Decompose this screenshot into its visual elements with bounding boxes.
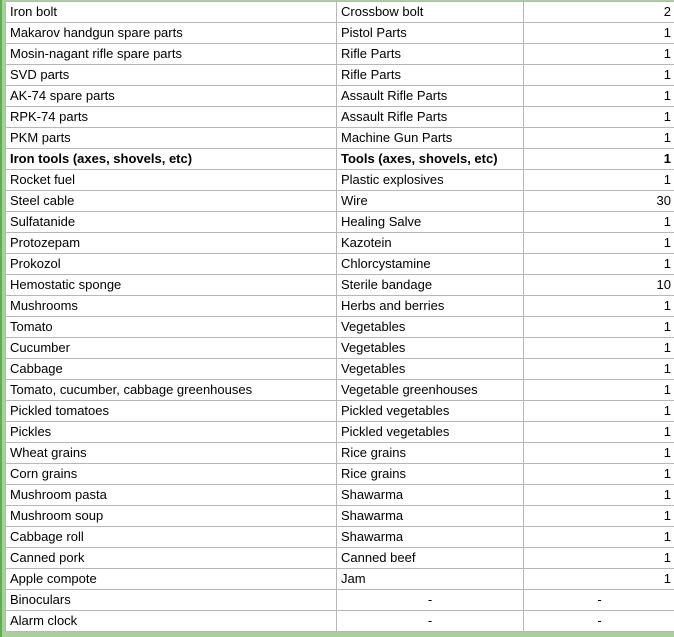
cell-item[interactable]: Mushroom soup (6, 506, 337, 527)
table-row (6, 317, 674, 338)
table-row (6, 191, 674, 212)
cell-quantity[interactable]: 1 (524, 548, 674, 569)
cell-quantity[interactable]: 1 (524, 254, 674, 275)
table-row (6, 611, 674, 632)
cell-item[interactable]: Cabbage roll (6, 527, 337, 548)
cell-item[interactable]: Binoculars (6, 590, 337, 611)
cell-quantity[interactable]: - (524, 611, 674, 632)
cell-quantity[interactable]: 1 (524, 233, 674, 254)
cell-quantity[interactable]: 1 (524, 464, 674, 485)
cell-replacement[interactable]: Healing Salve (337, 212, 524, 233)
table-row (6, 548, 674, 569)
cell-quantity[interactable]: 1 (524, 296, 674, 317)
cell-item[interactable]: Iron tools (axes, shovels, etc) (6, 149, 337, 170)
cell-quantity[interactable]: 1 (524, 86, 674, 107)
cell-replacement[interactable]: Assault Rifle Parts (337, 86, 524, 107)
cell-quantity[interactable]: 1 (524, 128, 674, 149)
table-row (6, 107, 674, 128)
table-row (6, 149, 674, 170)
cell-replacement[interactable]: Pickled vegetables (337, 422, 524, 443)
table-row (6, 296, 674, 317)
cell-quantity[interactable]: 1 (524, 359, 674, 380)
table-row (6, 422, 674, 443)
table-row (6, 212, 674, 233)
cell-replacement[interactable]: Vegetable greenhouses (337, 380, 524, 401)
cell-quantity[interactable]: 1 (524, 65, 674, 86)
cell-replacement[interactable]: Assault Rifle Parts (337, 107, 524, 128)
cell-quantity[interactable]: 1 (524, 380, 674, 401)
cell-replacement[interactable]: Shawarma (337, 485, 524, 506)
cell-replacement[interactable]: Crossbow bolt (337, 2, 524, 23)
table-row (6, 233, 674, 254)
cell-quantity[interactable]: 1 (524, 338, 674, 359)
cell-replacement[interactable]: Shawarma (337, 506, 524, 527)
cell-item[interactable]: PKM parts (6, 128, 337, 149)
table-row (6, 401, 674, 422)
cell-item[interactable]: Tomato, cucumber, cabbage greenhouses (6, 380, 337, 401)
cell-quantity[interactable]: 10 (524, 275, 674, 296)
table-row (6, 170, 674, 191)
cell-replacement[interactable]: Chlorcystamine (337, 254, 524, 275)
cell-replacement[interactable]: - (337, 590, 524, 611)
cell-item[interactable]: Hemostatic sponge (6, 275, 337, 296)
cell-replacement[interactable]: Vegetables (337, 317, 524, 338)
cell-replacement[interactable]: Pickled vegetables (337, 401, 524, 422)
cell-quantity[interactable]: 1 (524, 317, 674, 338)
cell-quantity[interactable]: 1 (524, 485, 674, 506)
cell-item[interactable]: Apple compote (6, 569, 337, 590)
table-row (6, 443, 674, 464)
cell-replacement[interactable]: Vegetables (337, 359, 524, 380)
cell-quantity[interactable]: 1 (524, 422, 674, 443)
cell-item[interactable]: Wheat grains (6, 443, 337, 464)
table-row (6, 275, 674, 296)
cell-quantity[interactable]: 1 (524, 527, 674, 548)
cell-quantity[interactable]: 1 (524, 23, 674, 44)
cell-item[interactable]: Iron bolt (6, 2, 337, 23)
cell-item[interactable]: Cucumber (6, 338, 337, 359)
cell-quantity[interactable]: 30 (524, 191, 674, 212)
cell-item[interactable]: Protozepam (6, 233, 337, 254)
table-row (6, 359, 674, 380)
table-row (6, 485, 674, 506)
cell-replacement[interactable]: - (337, 611, 524, 632)
cell-replacement[interactable]: Rice grains (337, 464, 524, 485)
cell-quantity[interactable]: 2 (524, 2, 674, 23)
cell-item[interactable]: Pickles (6, 422, 337, 443)
cell-item[interactable]: Rocket fuel (6, 170, 337, 191)
cell-quantity[interactable]: 1 (524, 170, 674, 191)
cell-replacement[interactable]: Pistol Parts (337, 23, 524, 44)
cell-replacement[interactable]: Vegetables (337, 338, 524, 359)
table-row (6, 590, 674, 611)
table-row (6, 380, 674, 401)
cell-replacement[interactable]: Machine Gun Parts (337, 128, 524, 149)
cell-replacement[interactable]: Herbs and berries (337, 296, 524, 317)
cell-replacement[interactable]: Rice grains (337, 443, 524, 464)
table-row (6, 128, 674, 149)
cell-item[interactable]: Prokozol (6, 254, 337, 275)
cell-item[interactable]: AK-74 spare parts (6, 86, 337, 107)
cell-replacement[interactable]: Shawarma (337, 527, 524, 548)
spreadsheet-grid (5, 1, 674, 632)
cell-quantity[interactable]: 1 (524, 44, 674, 65)
cell-item[interactable]: Mushrooms (6, 296, 337, 317)
cell-replacement[interactable]: Tools (axes, shovels, etc) (337, 149, 524, 170)
table-row (6, 65, 674, 86)
cell-item[interactable]: Makarov handgun spare parts (6, 23, 337, 44)
cell-item[interactable]: Steel cable (6, 191, 337, 212)
cell-quantity[interactable]: 1 (524, 506, 674, 527)
cell-item[interactable]: Corn grains (6, 464, 337, 485)
cell-quantity[interactable]: 1 (524, 569, 674, 590)
cell-replacement[interactable]: Plastic explosives (337, 170, 524, 191)
cell-replacement[interactable]: Jam (337, 569, 524, 590)
table-row (6, 464, 674, 485)
grid-body (6, 2, 674, 632)
table-row (6, 338, 674, 359)
cell-replacement[interactable]: Kazotein (337, 233, 524, 254)
cell-item[interactable]: Canned pork (6, 548, 337, 569)
cell-item[interactable]: Cabbage (6, 359, 337, 380)
cell-quantity[interactable]: 1 (524, 149, 674, 170)
cell-replacement[interactable]: Sterile bandage (337, 275, 524, 296)
cell-quantity[interactable]: 1 (524, 107, 674, 128)
table-row (6, 527, 674, 548)
table-row (6, 506, 674, 527)
cell-item[interactable]: Tomato (6, 317, 337, 338)
table-row (6, 2, 674, 23)
cell-item[interactable]: Alarm clock (6, 611, 337, 632)
cell-quantity[interactable]: - (524, 590, 674, 611)
table-row (6, 44, 674, 65)
cell-replacement[interactable]: Canned beef (337, 548, 524, 569)
cell-item[interactable]: RPK-74 parts (6, 107, 337, 128)
cell-item[interactable]: Pickled tomatoes (6, 401, 337, 422)
table-row (6, 254, 674, 275)
cell-item[interactable]: Mushroom pasta (6, 485, 337, 506)
cell-replacement[interactable]: Wire (337, 191, 524, 212)
cell-quantity[interactable]: 1 (524, 401, 674, 422)
cell-quantity[interactable]: 1 (524, 212, 674, 233)
cell-item[interactable]: SVD parts (6, 65, 337, 86)
table-row (6, 23, 674, 44)
cell-item[interactable]: Sulfatanide (6, 212, 337, 233)
cell-replacement[interactable]: Rifle Parts (337, 44, 524, 65)
cell-quantity[interactable]: 1 (524, 443, 674, 464)
cell-replacement[interactable]: Rifle Parts (337, 65, 524, 86)
cell-item[interactable]: Mosin-nagant rifle spare parts (6, 44, 337, 65)
table-row (6, 86, 674, 107)
table-row (6, 569, 674, 590)
